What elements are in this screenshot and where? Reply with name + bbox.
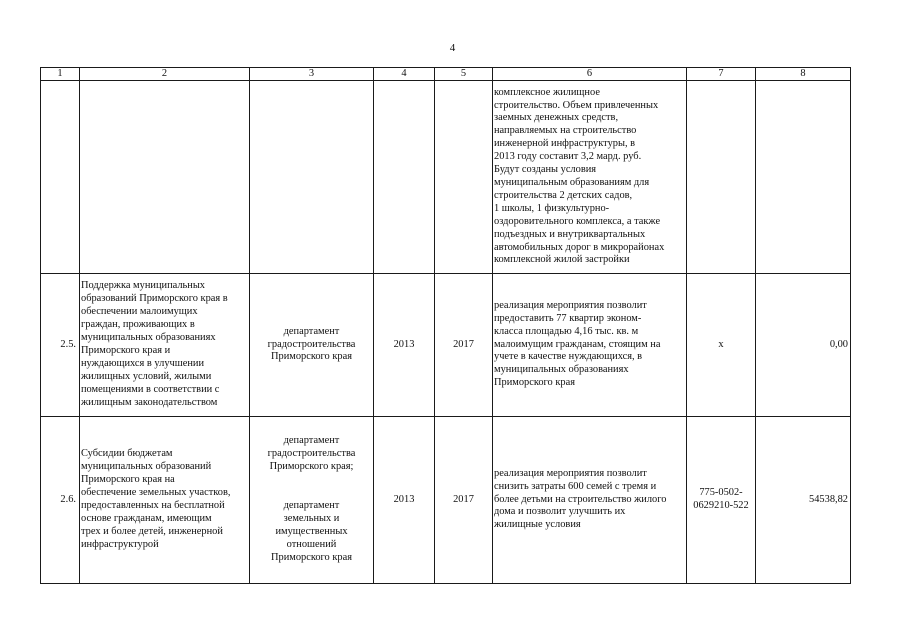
- col-header: 3: [250, 68, 374, 81]
- empty-cell: [756, 81, 851, 274]
- empty-cell: [41, 81, 80, 274]
- name-line: Приморского края и: [81, 345, 171, 356]
- empty-cell: [250, 81, 374, 274]
- name-line: Субсидии бюджетам: [81, 448, 173, 460]
- description-line: предоставить 77 квартир эконом-: [494, 312, 642, 324]
- responsible-dept-cell: [250, 417, 374, 584]
- col-header: 7: [687, 68, 756, 81]
- dept-line: Приморского края: [271, 351, 352, 363]
- amount: 0,00: [756, 274, 851, 417]
- spacer: [251, 474, 372, 487]
- description-line: муниципальных образованиях: [494, 364, 629, 376]
- dept-line: Приморского края: [271, 551, 352, 563]
- col-header: 1: [41, 68, 80, 81]
- name-line: нуждающихся в улучшении: [81, 357, 205, 369]
- description-line: дома и позволит улучшить их: [494, 506, 626, 518]
- description-cell: [493, 274, 687, 417]
- measure-name-cell: [80, 274, 250, 417]
- name-line: предоставленных на бесплатной: [81, 500, 225, 511]
- start-year: 2013: [374, 274, 435, 417]
- budget-code: х: [687, 274, 756, 417]
- name-line: трех и более детей, инженерной: [81, 525, 223, 537]
- table-row-continuation: [41, 81, 851, 274]
- col-header: 8: [756, 68, 851, 81]
- budget-code: [687, 417, 756, 584]
- description-line: снизить затраты 600 семей с тремя и: [494, 480, 657, 492]
- name-line: граждан, проживающих в: [81, 319, 195, 331]
- spacer: [251, 487, 372, 500]
- name-line: обеспечение земельных участков,: [81, 487, 231, 499]
- description-line: комплексной жилой застройки: [494, 254, 630, 266]
- description-line: жилищные условия: [494, 519, 581, 531]
- description-line: строительство. Объем привлеченных: [494, 99, 659, 111]
- end-year: 2017: [435, 417, 493, 584]
- empty-cell: [687, 81, 756, 274]
- program-table: [40, 67, 851, 584]
- description-line: строительства 2 детских садов,: [494, 189, 633, 201]
- name-line: жилищным законодательством: [81, 396, 218, 408]
- description-line: малоимущим гражданам, стоящим на: [494, 338, 661, 350]
- description-line: 2013 году составит 3,2 мард. руб.: [494, 151, 642, 163]
- description-cell: [493, 81, 687, 274]
- amount: 54538,82: [756, 417, 851, 584]
- description-cell: [493, 417, 687, 584]
- description-line: оздоровительного комплекса, а также: [494, 215, 661, 227]
- end-year: 2017: [435, 274, 493, 417]
- col-header: 6: [493, 68, 687, 81]
- description-line: реализация мероприятия позволит: [494, 467, 647, 479]
- name-line: жилищных условий, жилыми: [81, 370, 212, 382]
- empty-cell: [435, 81, 493, 274]
- description-line: инженерной инфраструктуры, в: [494, 138, 636, 150]
- name-line: Поддержка муниципальных: [81, 280, 205, 292]
- description-line: комплексное жилищное: [494, 86, 600, 98]
- dept-line: градостроительства: [267, 338, 356, 350]
- table-header-row: [41, 68, 851, 81]
- description-line: заемных денежных средств,: [494, 112, 619, 124]
- description-line: Приморского края: [494, 377, 575, 389]
- dept-line: отношений: [286, 538, 337, 550]
- description-line: реализация мероприятия позволит: [494, 299, 647, 311]
- name-line: муниципальных образованиях: [81, 332, 216, 344]
- item-number: 2.6.: [41, 417, 80, 584]
- responsible-dept-cell: [250, 274, 374, 417]
- code-line: 775-0502-: [699, 487, 743, 499]
- col-header: 4: [374, 68, 435, 81]
- dept-line: департамент: [283, 500, 340, 512]
- dept-line: земельных и: [283, 513, 340, 524]
- description-line: учете в качестве нуждающихся, в: [494, 351, 643, 363]
- name-line: Приморского края на: [81, 474, 175, 486]
- description-line: направляемых на строительство: [494, 125, 637, 137]
- name-line: муниципальных образований: [81, 461, 212, 473]
- table-row: [41, 417, 851, 584]
- empty-cell: [374, 81, 435, 274]
- item-number: 2.5.: [41, 274, 80, 417]
- name-line: обеспечении малоимущих: [81, 306, 198, 318]
- name-line: основе гражданам, имеющим: [81, 512, 212, 524]
- col-header: 5: [435, 68, 493, 81]
- description-line: Будут созданы условия: [494, 164, 597, 176]
- dept-line: Приморского края;: [269, 461, 354, 473]
- name-line: образований Приморского края в: [81, 293, 228, 305]
- code-line: 0629210-522: [693, 500, 749, 511]
- measure-name-cell: [80, 417, 250, 584]
- dept-line: департамент: [283, 325, 340, 337]
- dept-line: имущественных: [275, 525, 348, 537]
- start-year: 2013: [374, 417, 435, 584]
- description-line: автомобильных дорог в микрорайонах: [494, 241, 665, 253]
- description-line: более детьми на строительство жилого: [494, 493, 667, 505]
- description-line: 1 школы, 1 физкультурно-: [494, 202, 610, 214]
- name-line: инфраструктурой: [81, 538, 159, 550]
- empty-cell: [80, 81, 250, 274]
- description-line: класса площадью 4,16 тыс. кв. м: [494, 325, 639, 337]
- page-number: 4: [449, 42, 456, 54]
- table-row: [41, 274, 851, 417]
- name-line: помещениями в соответствии с: [81, 383, 220, 395]
- dept-line: департамент: [283, 435, 340, 447]
- description-line: муниципальным образованиям для: [494, 177, 650, 188]
- col-header: 2: [80, 68, 250, 81]
- dept-line: градостроительства: [267, 448, 356, 460]
- description-line: подъездных и внутриквартальных: [494, 228, 646, 240]
